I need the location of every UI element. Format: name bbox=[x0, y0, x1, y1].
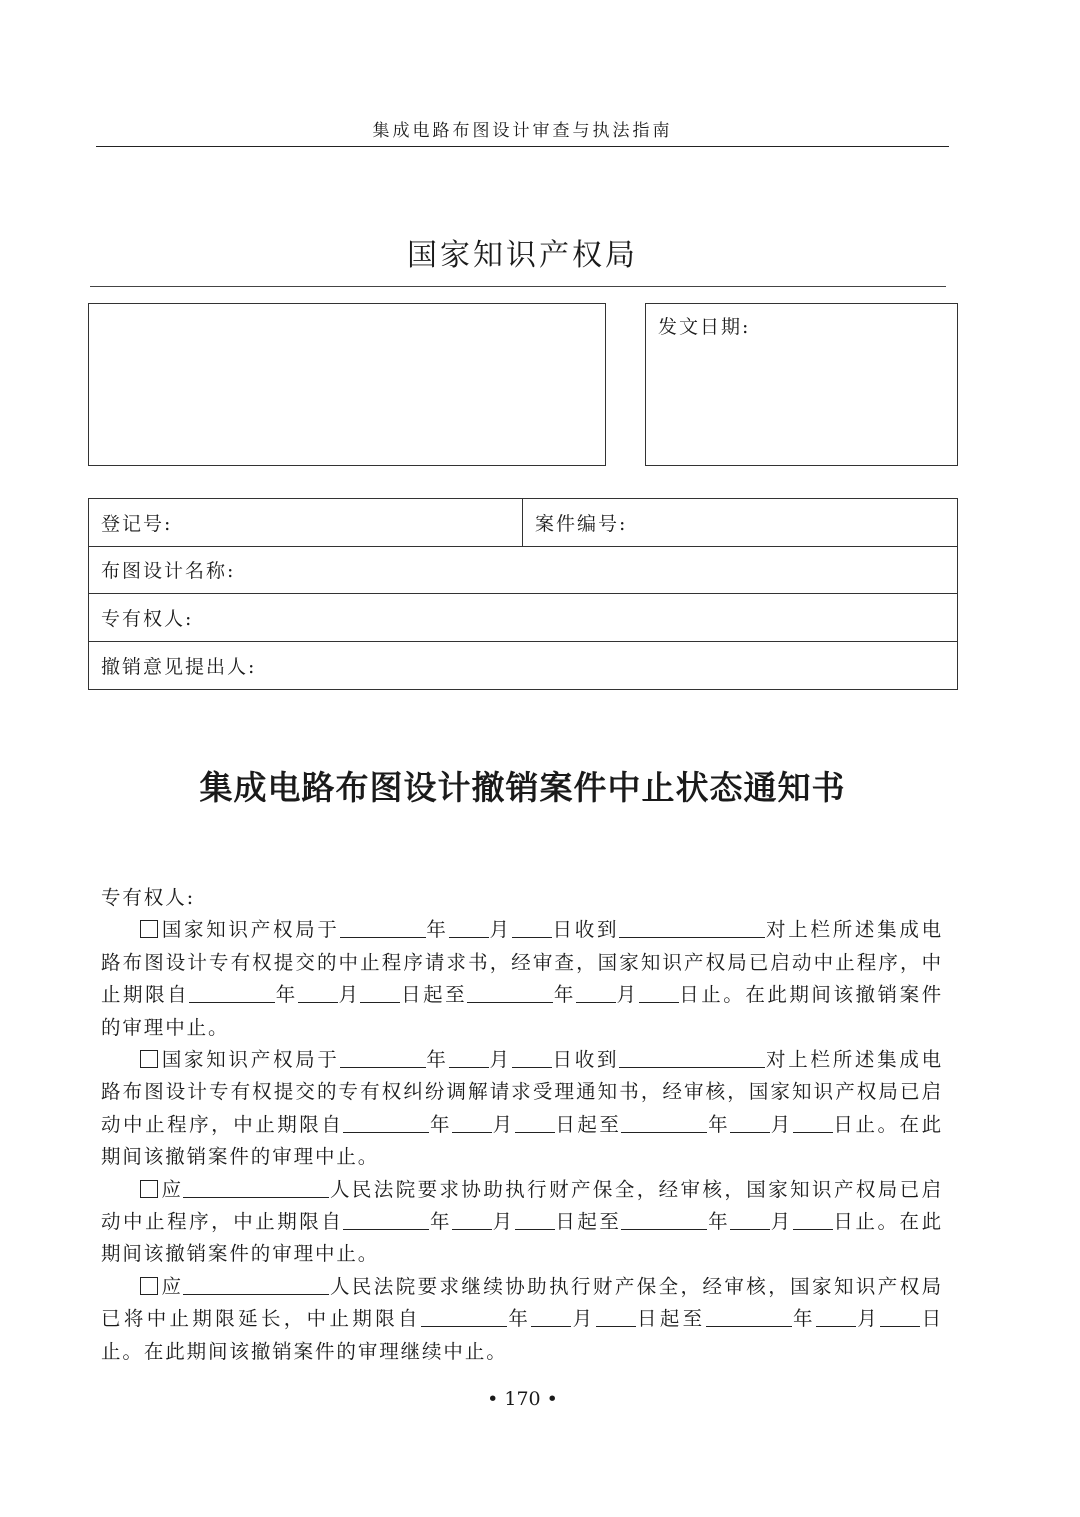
running-header: 集成电路布图设计审查与执法指南 bbox=[372, 121, 673, 141]
blank-field[interactable] bbox=[183, 1177, 329, 1198]
option-paragraph-3: 应 人民法院要求协助执行财产保全，经审核，国家知识产权局已启动中止程序，中止期限自 年 月 日起至 年 月 日止。在此期间该撤销案件的审理中止。 bbox=[101, 1177, 944, 1266]
option-paragraph-4: 应 人民法院要求继续协助执行财产保全，经审核，国家知识产权局已将中止期限延长，中止期限自 年 月 日起至 年 月 日止。在此期间该撤销案件的审理继续中止。 bbox=[101, 1274, 944, 1363]
notice-body bbox=[101, 882, 943, 1368]
table-row bbox=[89, 642, 957, 690]
blank-field[interactable] bbox=[189, 983, 275, 1004]
blank-field[interactable] bbox=[730, 1112, 770, 1133]
checkbox[interactable] bbox=[140, 1050, 158, 1068]
agency-rule bbox=[90, 286, 946, 287]
blank-field[interactable] bbox=[621, 1210, 707, 1231]
blank-field[interactable] bbox=[449, 918, 489, 939]
page-number: • 170 • bbox=[487, 1388, 558, 1410]
blank-field[interactable] bbox=[880, 1307, 920, 1328]
blank-field[interactable] bbox=[576, 983, 616, 1004]
blank-field[interactable] bbox=[452, 1210, 492, 1231]
blank-field[interactable] bbox=[298, 983, 338, 1004]
right-holder-label: 专有权人: bbox=[101, 607, 194, 630]
blank-field[interactable] bbox=[793, 1210, 833, 1231]
checkbox[interactable] bbox=[140, 920, 158, 938]
blank-field[interactable] bbox=[816, 1307, 856, 1328]
checkbox[interactable] bbox=[140, 1180, 158, 1198]
blank-field[interactable] bbox=[452, 1112, 492, 1133]
table-row bbox=[89, 499, 957, 547]
blank-field[interactable] bbox=[596, 1307, 636, 1328]
blank-field[interactable] bbox=[343, 1210, 429, 1231]
blank-field[interactable] bbox=[512, 1048, 552, 1069]
document-title: 集成电路布图设计撤销案件中止状态通知书 bbox=[199, 768, 846, 807]
header-rule bbox=[96, 146, 949, 147]
blank-field[interactable] bbox=[515, 1210, 555, 1231]
issue-date-label: 发文日期: bbox=[658, 316, 751, 338]
blank-field[interactable] bbox=[793, 1112, 833, 1133]
blank-field[interactable] bbox=[183, 1274, 329, 1295]
agency-name: 国家知识产权局 bbox=[407, 238, 638, 273]
table-row bbox=[89, 594, 957, 642]
design-name-label: 布图设计名称: bbox=[101, 560, 236, 583]
blank-field[interactable] bbox=[621, 1112, 707, 1133]
blank-field[interactable] bbox=[449, 1048, 489, 1069]
blank-field[interactable] bbox=[531, 1307, 571, 1328]
blank-field[interactable] bbox=[619, 918, 765, 939]
blank-field[interactable] bbox=[730, 1210, 770, 1231]
salutation: 专有权人: bbox=[101, 886, 196, 909]
issue-date-box bbox=[645, 303, 958, 466]
revocation-proposer-label: 撤销意见提出人: bbox=[101, 655, 257, 678]
address-box bbox=[88, 303, 606, 466]
blank-field[interactable] bbox=[639, 983, 679, 1004]
option-paragraph-2: 国家知识产权局于 年 月 日收到 对上栏所述集成电路布图设计专有权提交的专有权纠纷调解请求受理通知书，经审核，国家知识产权局已启动中止程序，中止期限自 年 月 日起至 年 月 日止。在此期间该撤销案件的审理中止。 bbox=[101, 1048, 943, 1169]
case-no-label: 案件编号: bbox=[535, 512, 628, 535]
blank-field[interactable] bbox=[421, 1307, 507, 1328]
blank-field[interactable] bbox=[619, 1048, 765, 1069]
blank-field[interactable] bbox=[515, 1112, 555, 1133]
blank-field[interactable] bbox=[340, 918, 426, 939]
blank-field[interactable] bbox=[343, 1112, 429, 1133]
blank-field[interactable] bbox=[467, 983, 553, 1004]
checkbox[interactable] bbox=[140, 1277, 158, 1295]
registration-no-label: 登记号: bbox=[89, 499, 523, 546]
blank-field[interactable] bbox=[512, 918, 552, 939]
option-paragraph-1: 国家知识产权局于 年 月 日收到 对上栏所述集成电路布图设计专有权提交的中止程序请求书，经审查，国家知识产权局已启动中止程序，中止期限自 年 月 日起至 年 月 日止。在此期间该撤销案件的审理中止。 bbox=[101, 918, 943, 1039]
blank-field[interactable] bbox=[360, 983, 400, 1004]
table-row bbox=[89, 547, 957, 595]
blank-field[interactable] bbox=[340, 1048, 426, 1069]
blank-field[interactable] bbox=[706, 1307, 792, 1328]
case-info-table bbox=[88, 498, 958, 690]
